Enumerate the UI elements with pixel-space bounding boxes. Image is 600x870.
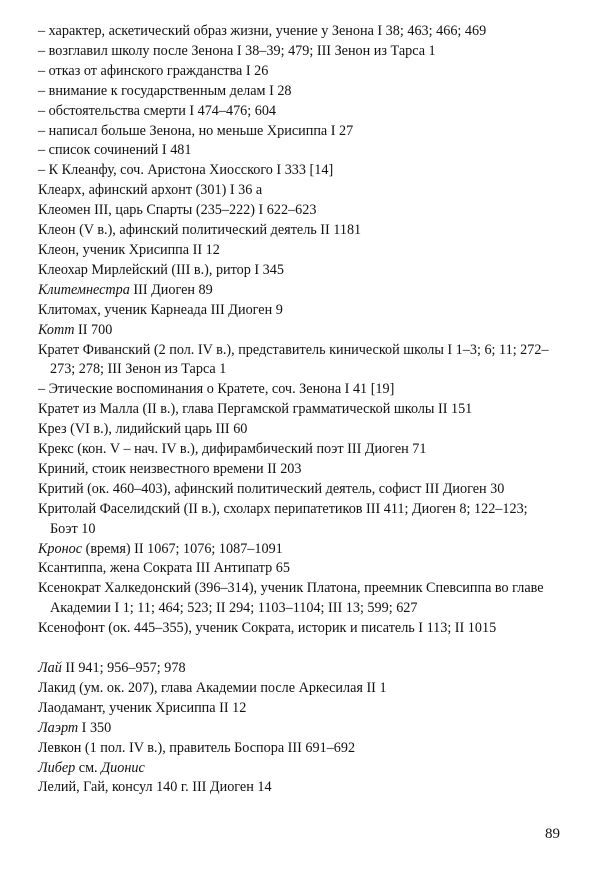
entry-text: Клеохар Мирлейский (III в.), ритор I 345 <box>38 261 284 278</box>
entry-text: см. <box>75 759 102 776</box>
index-column <box>38 22 558 798</box>
italic-term: Лай <box>38 659 62 676</box>
entry-text: – обстоятельства смерти I 474–476; 604 <box>38 102 277 119</box>
page-number: 89 <box>545 826 560 842</box>
index-entry <box>38 261 558 281</box>
index-subentry <box>38 141 558 161</box>
entry-text: – характер, аскетический образ жизни, учение у Зенона I 38; 463; 466; 469 <box>38 23 487 39</box>
entry-text: I 350 <box>78 719 112 736</box>
index-subentry <box>38 22 558 42</box>
index-subentry <box>38 380 558 400</box>
entry-text: Клеон, ученик Хрисиппа II 12 <box>38 241 220 258</box>
index-subentry <box>38 122 558 142</box>
entry-text: Криний, стоик неизвестного времени II 203 <box>38 460 302 477</box>
entry-text: Левкон (1 пол. IV в.), правитель Боспора III 691–692 <box>38 739 356 756</box>
entry-text: – внимание к государственным делам I 28 <box>38 82 292 99</box>
entry-text: Ксантиппа, жена Сократа III Антипатр 65 <box>38 560 290 577</box>
index-entry <box>38 281 558 301</box>
index-entry <box>38 739 558 759</box>
index-subentry <box>38 82 558 102</box>
index-entry <box>38 341 558 381</box>
index-entry <box>38 559 558 579</box>
index-entry <box>38 201 558 221</box>
entry-text: II 700 <box>74 321 113 338</box>
index-entry <box>38 579 558 619</box>
index-entry <box>38 679 558 699</box>
italic-term: Кронос <box>38 540 83 557</box>
index-entry <box>38 301 558 321</box>
index-entry <box>38 460 558 480</box>
index-entry <box>38 500 558 540</box>
index-entry <box>38 480 558 500</box>
index-entry <box>38 699 558 719</box>
entry-text: Кратет из Малла (II в.), глава Пергамской грамматической школы II 151 <box>38 401 473 418</box>
entry-text: Критий (ок. 460–403), афинский политический деятель, софист III Диоген 30 <box>38 480 505 497</box>
entry-text: Критолай Фаселидский (II в.), схоларх перипатетиков III 411; Диоген 8; 122–123; Боэт 10 <box>38 500 528 537</box>
index-subentry <box>38 102 558 122</box>
entry-text: Клитомах, ученик Карнеада III Диоген 9 <box>38 301 283 318</box>
entry-text: Ксенофонт (ок. 445–355), ученик Сократа, историк и писатель I 113; II 1015 <box>38 620 497 637</box>
entry-text: Клеарх, афинский архонт (301) I 36 а <box>38 182 263 199</box>
entry-text: – Этические воспоминания о Кратете, соч. Зенона I 41 [19] <box>38 381 395 398</box>
index-entry <box>38 241 558 261</box>
entry-text: – К Клеанфу, соч. Аристона Хиосского I 333 [14] <box>38 162 334 179</box>
italic-term: Дионис <box>101 759 145 776</box>
index-entry <box>38 719 558 739</box>
entry-text: (время) II 1067; 1076; 1087–1091 <box>82 540 283 557</box>
entry-text: Крекс (кон. V – нач. IV в.), дифирамбический поэт III Диоген 71 <box>38 441 427 458</box>
index-entry <box>38 321 558 341</box>
entry-text: II 941; 956–957; 978 <box>61 659 186 676</box>
entry-text: Клеон (V в.), афинский политический деятель II 1181 <box>38 222 362 239</box>
index-entry <box>38 540 558 560</box>
entry-text: – список сочинений I 481 <box>38 142 192 159</box>
entry-text: Лакид (ум. ок. 207), глава Академии после Аркесилая II 1 <box>38 679 387 696</box>
italic-term: Либер <box>38 759 76 776</box>
entry-text: III Диоген 89 <box>129 281 213 298</box>
entry-text: Кратет Фиванский (2 пол. IV в.), представитель кинической школы I 1–3; 6; 11; 272–273; 278; III Зенон из Тарса 1 <box>38 341 549 378</box>
index-entry <box>38 659 558 679</box>
italic-term: Лаэрт <box>38 719 79 736</box>
index-entry <box>38 400 558 420</box>
italic-term: Клитемнестра <box>38 281 130 298</box>
index-entry <box>38 181 558 201</box>
entry-text: Лаодамант, ученик Хрисиппа II 12 <box>38 699 247 716</box>
index-entry <box>38 778 558 798</box>
index-entry <box>38 440 558 460</box>
index-entry <box>38 619 558 639</box>
entry-text: Крез (VI в.), лидийский царь III 60 <box>38 421 248 438</box>
entry-text: – написал больше Зенона, но меньше Хрисиппа I 27 <box>38 122 354 139</box>
entry-text: Клеомен III, царь Спарты (235–222) I 622–623 <box>38 202 317 219</box>
italic-term: Котт <box>38 321 75 338</box>
index-subentry <box>38 42 558 62</box>
entry-text: – возглавил школу после Зенона I 38–39; 479; III Зенон из Тарса 1 <box>38 42 436 59</box>
index-entry <box>38 420 558 440</box>
entry-text: Лелий, Гай, консул 140 г. III Диоген 14 <box>38 779 272 796</box>
entry-text: Ксенократ Халкедонский (396–314), ученик Платона, преемник Спевсиппа во главе Академии I 1; 11; 464; 523; II 294; 1103–1104; III 13; 599; 627 <box>38 580 544 617</box>
index-subentry <box>38 62 558 82</box>
entry-text: – отказ от афинского гражданства I 26 <box>38 62 269 79</box>
index-subentry <box>38 161 558 181</box>
index-entry <box>38 221 558 241</box>
index-entry <box>38 759 558 779</box>
